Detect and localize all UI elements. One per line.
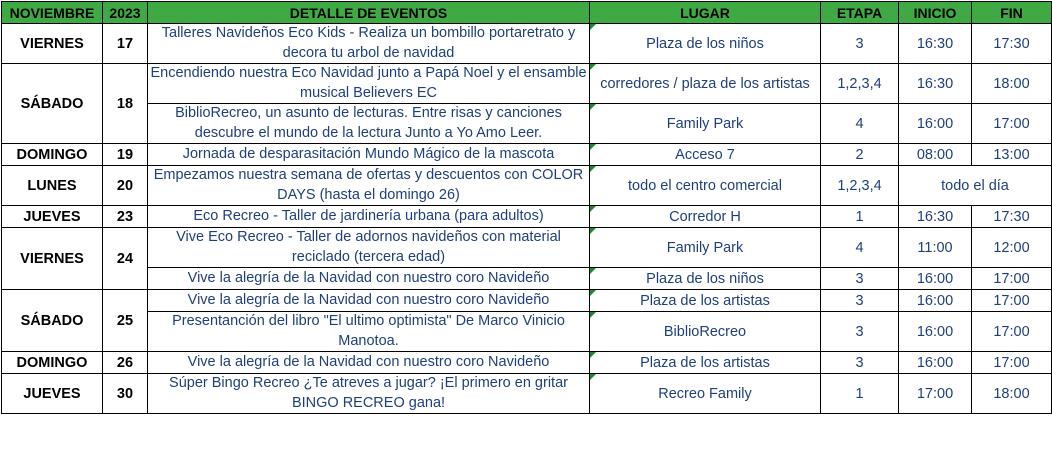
day-name: JUEVES bbox=[2, 374, 103, 414]
day-name: SÁBADO bbox=[2, 64, 103, 144]
day-number: 30 bbox=[103, 374, 148, 414]
event-end: 17:00 bbox=[972, 312, 1052, 352]
event-end: 17:30 bbox=[972, 206, 1052, 228]
header-stage: ETAPA bbox=[821, 2, 899, 24]
event-end: 13:00 bbox=[972, 144, 1052, 166]
event-detail: Talleres Navideños Eco Kids - Realiza un bombillo portaretrato y decora tu arbol de navidad bbox=[148, 24, 590, 64]
event-place: Recreo Family bbox=[590, 374, 821, 414]
day-name: SÁBADO bbox=[2, 290, 103, 352]
header-row bbox=[2, 2, 1052, 24]
event-detail: Jornada de desparasitación Mundo Mágico de la mascota bbox=[148, 144, 590, 166]
event-stage: 3 bbox=[821, 290, 899, 312]
header-month: NOVIEMBRE bbox=[2, 2, 103, 24]
event-start: 16:00 bbox=[899, 290, 972, 312]
table-row bbox=[2, 268, 1052, 290]
event-end: 17:00 bbox=[972, 290, 1052, 312]
event-stage: 3 bbox=[821, 352, 899, 374]
table-row bbox=[2, 352, 1052, 374]
event-detail: Vive la alegría de la Navidad con nuestro coro Navideño bbox=[148, 290, 590, 312]
day-name: VIERNES bbox=[2, 24, 103, 64]
event-start: 16:30 bbox=[899, 24, 972, 64]
event-start: 17:00 bbox=[899, 374, 972, 414]
event-end: 17:00 bbox=[972, 352, 1052, 374]
event-end: 17:30 bbox=[972, 24, 1052, 64]
event-end: 12:00 bbox=[972, 228, 1052, 268]
day-name: DOMINGO bbox=[2, 352, 103, 374]
event-place: todo el centro comercial bbox=[590, 166, 821, 206]
event-end: 17:00 bbox=[972, 268, 1052, 290]
day-number: 24 bbox=[103, 228, 148, 290]
event-place: Family Park bbox=[590, 104, 821, 144]
event-place: corredores / plaza de los artistas bbox=[590, 64, 821, 104]
day-number: 18 bbox=[103, 64, 148, 144]
event-place: Plaza de los niños bbox=[590, 24, 821, 64]
event-start: 16:00 bbox=[899, 104, 972, 144]
event-stage: 3 bbox=[821, 312, 899, 352]
event-place: BiblioRecreo bbox=[590, 312, 821, 352]
header-year: 2023 bbox=[103, 2, 148, 24]
day-number: 26 bbox=[103, 352, 148, 374]
event-detail: BiblioRecreo, un asunto de lecturas. Entre risas y canciones descubre el mundo de la lectura Junto a Yo Amo Leer. bbox=[148, 104, 590, 144]
event-detail: Vive la alegría de la Navidad con nuestro coro Navideño bbox=[148, 352, 590, 374]
event-time: todo el día bbox=[899, 166, 1052, 206]
event-place: Plaza de los artistas bbox=[590, 352, 821, 374]
event-detail: Vive Eco Recreo - Taller de adornos navideños con material reciclado (tercera edad) bbox=[148, 228, 590, 268]
header-detail: DETALLE DE EVENTOS bbox=[148, 2, 590, 24]
event-end: 18:00 bbox=[972, 374, 1052, 414]
event-stage: 3 bbox=[821, 268, 899, 290]
table-row bbox=[2, 104, 1052, 144]
event-start: 11:00 bbox=[899, 228, 972, 268]
event-stage: 1,2,3,4 bbox=[821, 166, 899, 206]
day-number: 20 bbox=[103, 166, 148, 206]
events-table bbox=[1, 1, 1052, 414]
table-row bbox=[2, 228, 1052, 268]
event-start: 16:00 bbox=[899, 312, 972, 352]
event-detail: Encendiendo nuestra Eco Navidad junto a Papá Noel y el ensamble musical Believers EC bbox=[148, 64, 590, 104]
event-detail: Empezamos nuestra semana de ofertas y descuentos con COLOR DAYS (hasta el domingo 26) bbox=[148, 166, 590, 206]
day-number: 25 bbox=[103, 290, 148, 352]
event-end: 17:00 bbox=[972, 104, 1052, 144]
event-end: 18:00 bbox=[972, 64, 1052, 104]
day-name: JUEVES bbox=[2, 206, 103, 228]
day-name: VIERNES bbox=[2, 228, 103, 290]
event-place: Acceso 7 bbox=[590, 144, 821, 166]
event-start: 16:00 bbox=[899, 352, 972, 374]
event-detail: Presentanción del libro "El ultimo optimista" De Marco Vinicio Manotoa. bbox=[148, 312, 590, 352]
event-detail: Vive la alegría de la Navidad con nuestro coro Navideño bbox=[148, 268, 590, 290]
table-row bbox=[2, 290, 1052, 312]
event-stage: 1,2,3,4 bbox=[821, 64, 899, 104]
table-row bbox=[2, 312, 1052, 352]
event-place: Family Park bbox=[590, 228, 821, 268]
event-stage: 1 bbox=[821, 374, 899, 414]
day-number: 19 bbox=[103, 144, 148, 166]
table-row bbox=[2, 374, 1052, 414]
event-place: Plaza de los artistas bbox=[590, 290, 821, 312]
event-place: Plaza de los niños bbox=[590, 268, 821, 290]
event-start: 16:30 bbox=[899, 206, 972, 228]
event-stage: 1 bbox=[821, 206, 899, 228]
event-start: 08:00 bbox=[899, 144, 972, 166]
event-start: 16:00 bbox=[899, 268, 972, 290]
table-row bbox=[2, 24, 1052, 64]
event-stage: 4 bbox=[821, 104, 899, 144]
event-stage: 4 bbox=[821, 228, 899, 268]
day-name: DOMINGO bbox=[2, 144, 103, 166]
table-row bbox=[2, 166, 1052, 206]
header-end: FIN bbox=[972, 2, 1052, 24]
event-place: Corredor H bbox=[590, 206, 821, 228]
event-detail: Eco Recreo - Taller de jardinería urbana (para adultos) bbox=[148, 206, 590, 228]
day-number: 23 bbox=[103, 206, 148, 228]
day-name: LUNES bbox=[2, 166, 103, 206]
event-stage: 2 bbox=[821, 144, 899, 166]
header-start: INICIO bbox=[899, 2, 972, 24]
event-stage: 3 bbox=[821, 24, 899, 64]
header-place: LUGAR bbox=[590, 2, 821, 24]
table-row bbox=[2, 144, 1052, 166]
event-start: 16:30 bbox=[899, 64, 972, 104]
event-detail: Súper Bingo Recreo ¿Te atreves a jugar? ¡El primero en gritar BINGO RECREO gana! bbox=[148, 374, 590, 414]
table-row bbox=[2, 64, 1052, 104]
table-row bbox=[2, 206, 1052, 228]
day-number: 17 bbox=[103, 24, 148, 64]
